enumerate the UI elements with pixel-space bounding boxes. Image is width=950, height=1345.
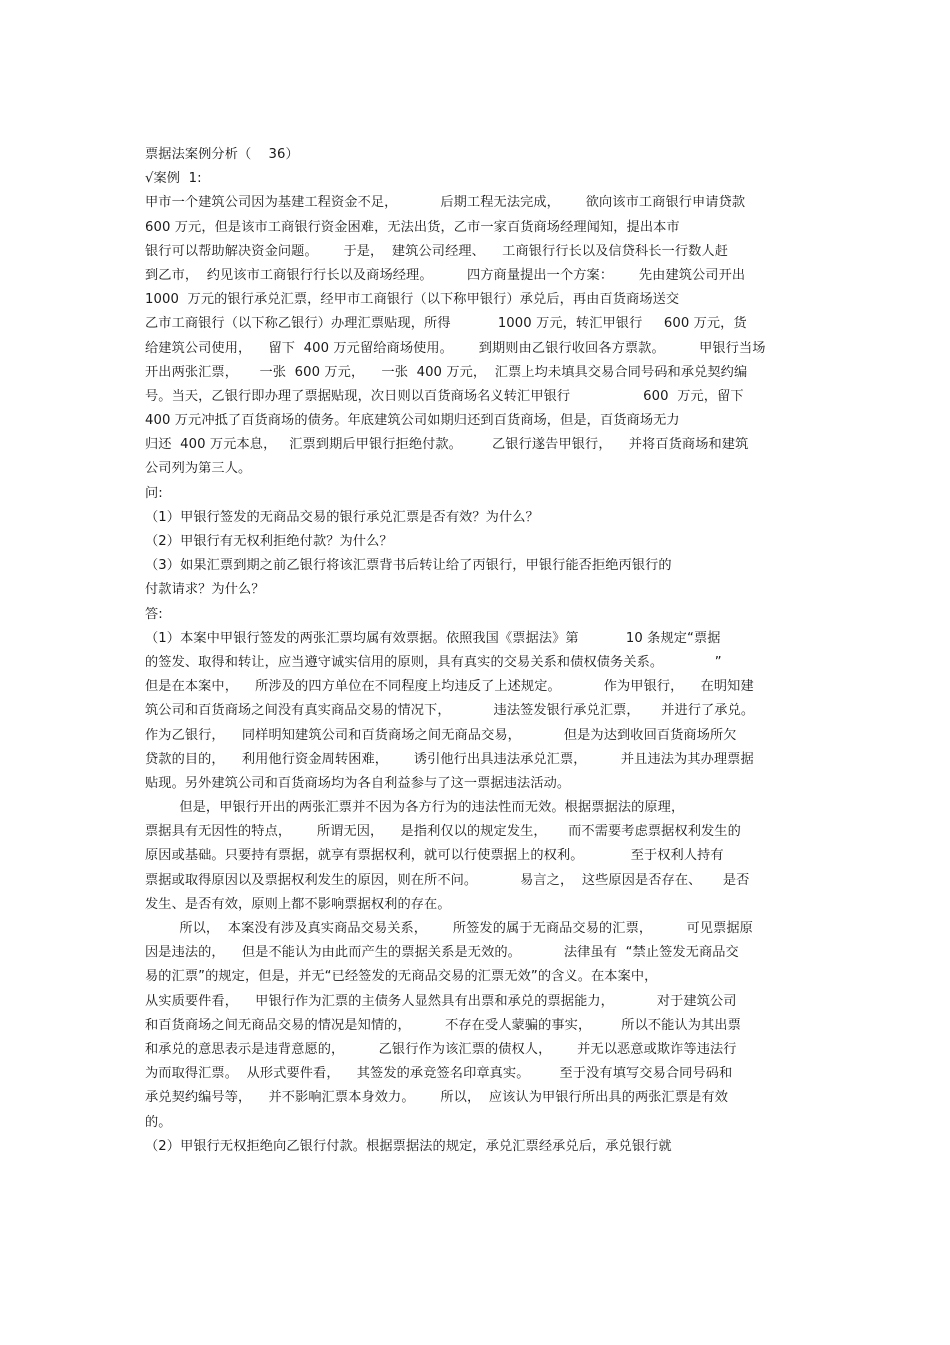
text-line: 易的汇票”的规定，但是，并无“已经签发的无商品交易的汇票无效”的含义。在本案中， — [145, 969, 658, 985]
text-line: 付款请求？为什么？ — [145, 582, 265, 598]
text-line: 因是违法的， 但是不能认为由此而产生的票据关系是无效的。 法律虽有 “禁止签发无商品交 — [145, 945, 739, 961]
text-line: 给建筑公司使用， 留下 400 万元留给商场使用。 到期则由乙银行收回各方票款。 甲银行当场 — [145, 340, 766, 356]
text-line: 承兑契约编号等， 并不影响汇票本身效力。 所以， 应该认为甲银行所出具的两张汇票是有效 — [145, 1090, 728, 1106]
text-line: 600 万元，但是该市工商银行资金困难，无法出货，乙市一家百货商场经理闻知，提出本市 — [145, 219, 680, 235]
text-line: 贷款的目的， 利用他行资金周转困难， 诱引他行出具违法承兑汇票， 并且违法为其办理票据 — [145, 751, 754, 767]
text-line: 原因或基础。只要持有票据，就享有票据权利，就可以行使票据上的权利。 至于权利人持有 — [145, 848, 724, 864]
text-line: √案例 1: — [145, 171, 202, 187]
text-line: 公司列为第三人。 — [145, 461, 252, 477]
text-line: 的签发、取得和转让，应当遵守诚实信用的原则，具有真实的交易关系和债权债务关系。 ” — [145, 654, 722, 670]
question-item: （2）甲银行有无权利拒绝付款？为什么？ — [145, 534, 393, 549]
text-line: 1000 万元的银行承兑汇票，经甲市工商银行（以下称甲银行）承兑后，再由百货商场送交 — [145, 292, 680, 308]
text-line: 开出两张汇票， 一张 600 万元， 一张 400 万元， 汇票上均未填具交易合同号码和承兑契约编 — [145, 364, 748, 380]
text-line: 票据具有无因性的特点， 所谓无因， 是指利仅以的规定发生， 而不需要考虑票据权利发生的 — [145, 824, 741, 840]
text-line: 票据或取得原因以及票据权利发生的原因，则在所不问。 易言之， 这些原因是否存在、 是否 — [145, 872, 750, 888]
text-line: 甲市一个建筑公司因为基建工程资金不足， 后期工程无法完成， 欲向该市工商银行申请贷款 — [145, 195, 746, 211]
text-line: 但是，甲银行开出的两张汇票并不因为各方行为的违法性而无效。根据票据法的原理， — [145, 800, 685, 816]
text-line: 但是在本案中， 所涉及的四方单位在不同程度上均违反了上述规定。 作为甲银行， 在明知建 — [145, 679, 754, 695]
text-line: 为而取得汇票。 从形式要件看， 其签发的承竞签名印章真实。 至于没有填写交易合同号码和 — [145, 1066, 733, 1082]
text-line: （2）甲银行无权拒绝向乙银行付款。根据票据法的规定，承兑汇票经承兑后，承兑银行就 — [145, 1138, 672, 1154]
text-line: 贴现。另外建筑公司和百货商场均为各自利益参与了这一票据违法活动。 — [145, 775, 571, 791]
question-item: （1）甲银行签发的无商品交易的银行承兑汇票是否有效？为什么？ — [145, 509, 539, 525]
text-line: （1）本案中甲银行签发的两张汇票均属有效票据。依照我国《票据法》第 10 条规定“票据 — [145, 630, 721, 646]
text-line: 号。当天，乙银行即办理了票据贴现，次日则以百货商场名义转汇甲银行 600 万元，留下 — [145, 388, 744, 404]
text-line: 发生、是否有效，原则上都不影响票据权利的存在。 — [145, 896, 451, 912]
text-line: 所以， 本案没有涉及真实商品交易关系， 所签发的属于无商品交易的汇票， 可见票据原 — [145, 921, 753, 936]
text-line: 归还 400 万元本息， 汇票到期后甲银行拒绝付款。 乙银行遂告甲银行， 并将百货商场和建筑 — [145, 437, 749, 453]
text-line: 乙市工商银行（以下称乙银行）办理汇票贴现，所得 1000 万元，转汇甲银行 600 万元，货 — [145, 316, 747, 332]
text-line: 的。 — [145, 1114, 172, 1130]
document-body — [145, 143, 810, 1159]
text-line: 到乙市， 约见该市工商银行行长以及商场经理。 四方商量提出一个方案： 先由建筑公司开出 — [145, 267, 746, 283]
text-line: 400 万元冲抵了百货商场的债务。年底建筑公司如期归还到百货商场，但是，百货商场无力 — [145, 413, 680, 429]
text-line: 和承兑的意思表示是违背意愿的， 乙银行作为该汇票的债权人， 并无以恶意或欺诈等违法行 — [145, 1041, 737, 1057]
question-heading: 问: — [145, 485, 163, 501]
document-title: 票据法案例分析（ 36） — [145, 147, 299, 162]
text-line: 银行可以帮助解决资金问题。 于是， 建筑公司经理、 工商银行行长以及信贷科长一行数人赶 — [145, 243, 728, 259]
question-item: （3）如果汇票到期之前乙银行将该汇票背书后转让给了丙银行，甲银行能否拒绝丙银行的 — [145, 558, 672, 574]
answer-heading: 答: — [145, 606, 163, 622]
text-line: 作为乙银行， 同样明知建筑公司和百货商场之间无商品交易， 但是为达到收回百货商场所欠 — [145, 727, 737, 743]
text-line: 从实质要件看， 甲银行作为汇票的主债务人显然具有出票和承兑的票据能力， 对于建筑公司 — [145, 993, 737, 1009]
text-line: 和百货商场之间无商品交易的情况是知情的， 不存在受人蒙骗的事实， 所以不能认为其出票 — [145, 1017, 741, 1033]
text-line: 筑公司和百货商场之间没有真实商品交易的情况下， 违法签发银行承兑汇票， 并进行了承兑。 — [145, 703, 755, 719]
